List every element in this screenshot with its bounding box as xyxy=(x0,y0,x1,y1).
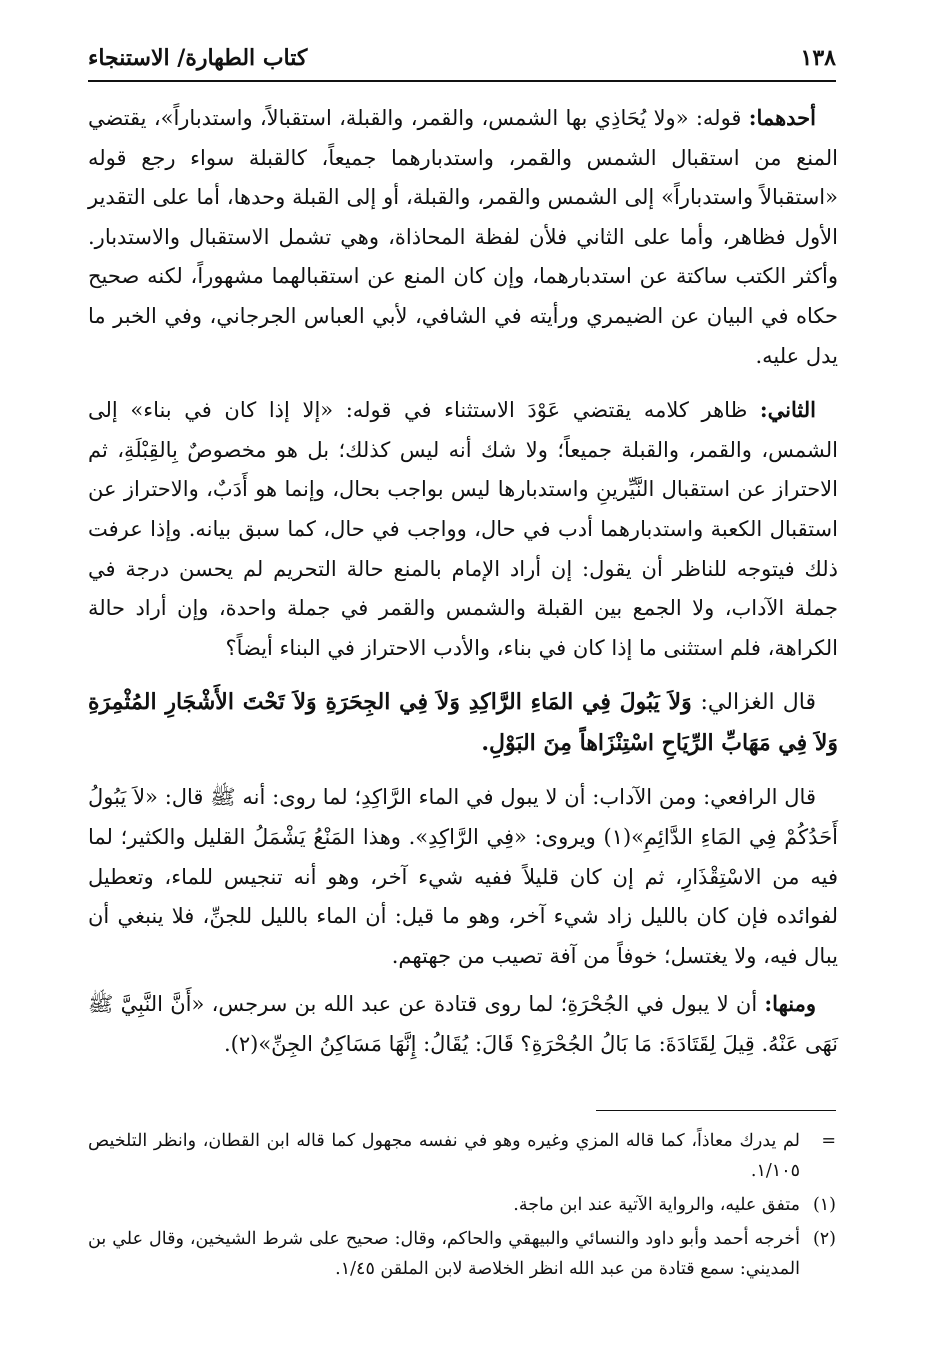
paragraph-3-lead: قال الغزالي: xyxy=(700,690,816,716)
running-title: كتاب الطهارة/ الاستنجاء xyxy=(88,45,308,71)
footnote-mark: (٢) xyxy=(812,1229,836,1249)
paragraph-3-ghazali xyxy=(88,682,838,764)
footnote-mark: = xyxy=(821,1131,836,1151)
main-text xyxy=(88,98,838,1078)
paragraph-2-text: ظاهر كلامه يقتضي عَوْدَ الاستثناء في قوله: «إلا إذا كان في بناء» إلى الشمس، والقمر، والقبلة جميعاً؛ ولا شك أنه ليس كذلك؛ بل هو مخصوصٌ بِالقِبْلَةِ، ثم الاحتراز عن استقبال النَّيِّرينِ واستدبارها ليس بواجب بحال، وإنما هو أَدَبٌ، والاحتراز عن استقبال الكعبة واستدبارهما أدب في حال، وواجب في حال، كما سبق بيانه. وإذا عرفت ذلك فيتوجه للناظر أن يقول: إن أراد الإمام بالمنع حالة التحريم لم يحسن درجة في جملة الآداب، ولا الجمع بين القبلة والشمس والقمر في جملة واحدة، وإن أراد حالة الكراهة، فلم استثنى ما إذا كان في بناء، والأدب الاحتراز في البناء أيضاً؟ xyxy=(88,398,838,660)
paragraph-3-text: وَلاَ يَبُولَ فِي المَاءِ الرَّاكِدِ وَلاَ فِي الجِحَرَةِ وَلاَ تَحْتَ الأَشْجَارِ المُثْمِرَةِ وَلاَ فِي مَهَابِّ الرِّيَاحِ اسْتِنْزَاهاً مِنَ البَوْلِ. xyxy=(88,689,838,757)
footnote-text: أخرجه أحمد وأبو داود والنسائي والبيهقي والحاكم، وقال: صحيح على شرط الشيخين، وقال علي بن المديني: سمع قتادة من عبد الله انظر الخلاصة لابن الملقن ١/٤٥. xyxy=(88,1229,800,1279)
header-rule xyxy=(88,80,836,82)
footnote-mark: (١) xyxy=(812,1195,836,1215)
page-number: ١٣٨ xyxy=(800,45,836,71)
footnote-2 xyxy=(88,1224,836,1284)
paragraph-1-text: قوله: «ولا يُحَاذِي بها الشمس، والقمر، والقبلة، استقبالاً، واستدباراً»، يقتضي المنع من استقبال الشمس والقمر، واستدبارهما جميعاً، كالقبلة سواء رجع قوله «استقبالاً واستدباراً» إلى الشمس والقمر، والقبلة، أو إلى القبلة وحدها، أما على التقدير الأول فظاهر، وأما على الثاني فلأن لفظة المحاذاة، وهي تشمل الاستقبال والاستدبار. وأكثر الكتب ساكتة عن استدبارهما، وإن كان المنع عن استقبالهما مشهوراً، لكنه صحيح حكاه في البيان عن الضيمري ورأيته في الشافي، لأبي العباس الجرجاني، وفي الخبر ما يدل عليه. xyxy=(88,106,838,368)
page-header xyxy=(88,38,836,78)
footnote-text: لم يدرك معاذاً، كما قاله المزي وغيره وهو في نفسه مجهول كما قاله ابن القطان، وانظر التلخيص ١/١٠٥. xyxy=(88,1131,800,1181)
footnote-continuation xyxy=(88,1126,836,1186)
paragraph-4-rafii xyxy=(88,778,838,976)
footnote-text: متفق عليه، والرواية الآتية عند ابن ماجة. xyxy=(513,1195,800,1215)
paragraph-1-lead: أحدهما: xyxy=(748,105,816,130)
paragraph-4-lead: قال الرافعي: xyxy=(703,785,816,810)
footnote-1 xyxy=(88,1190,836,1220)
paragraph-5-lead: ومنها: xyxy=(764,991,816,1017)
footnotes xyxy=(88,1126,836,1288)
paragraph-2-lead: الثاني: xyxy=(759,397,816,423)
paragraph-4-text: ومن الآداب: أن لا يبول في الماء الرَّاكِدِ؛ لما روى: أنه ﷺ قال: «لاَ يَبُولُ أَحَدُكُمْ فِي المَاءِ الدَّائِمِ»(١) ويروى: «فِي الرَّاكِدِ». وهذا المَنْعُ يَشْمَلُ القليل والكثير؛ لما فيه من الاسْتِقْذَارِ، ثم إن كان قليلاً ففيه شيء آخر، وهو أنه تنجيس للماء، وتعطيل لفوائده فإن كان بالليل زاد شيء آخر، وهو ما قيل: أن الماء بالليل للجنِّ، فلا ينبغي أن يبال فيه، ولا يغتسل؛ خوفاً من آفة تصيب من جهتهم. xyxy=(88,785,839,968)
footnote-rule xyxy=(596,1110,836,1111)
paragraph-5-text: أن لا يبول في الجُحْرَةِ؛ لما روى قتادة عن عبد الله بن سرجس، «أَنَّ النَّبِيَّ ﷺ نَهَى عَنْهُ. قِيلَ لِقَتَادَةَ: مَا بَالُ الجُحْرَةِ؟ قَالَ: يُقَالُ: إِنَّهَا مَسَاكِنُ الجِنِّ»(٢). xyxy=(88,992,838,1056)
paragraph-5 xyxy=(88,984,838,1064)
paragraph-2 xyxy=(88,390,838,668)
paragraph-1 xyxy=(88,98,838,376)
